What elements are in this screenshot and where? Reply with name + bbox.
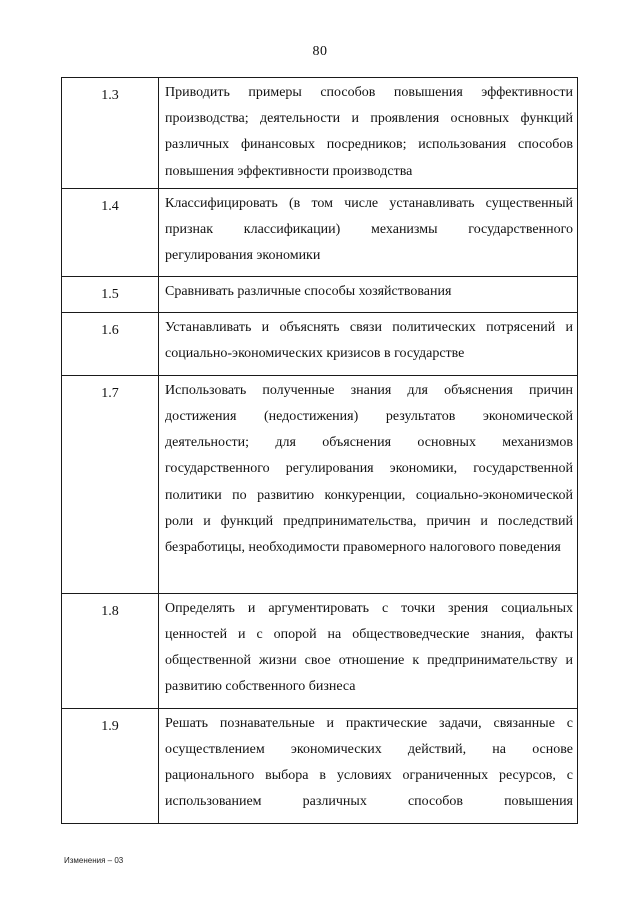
row-code: 1.3 [62,78,159,189]
row-code: 1.7 [62,375,159,593]
row-code: 1.8 [62,593,159,708]
table-row [62,312,578,375]
page-number: 80 [312,44,328,59]
table-row [62,375,578,593]
row-code: 1.4 [62,188,159,276]
row-text: Сравнивать различные способы хозяйствования [159,276,578,312]
table-row [62,188,578,276]
table-row [62,593,578,708]
table-row [62,708,578,823]
row-text: Определять и аргументировать с точки зрения социальных ценностей и с опорой на обществоведческие знания, факты общественной жизни свое отношение к предпринимательству и развитию собственного бизнеса [159,593,578,708]
row-text: Устанавливать и объяснять связи политических потрясений и социально-экономических кризисов в государстве [159,312,578,375]
row-text: Приводить примеры способов повышения эффективности производства; деятельности и проявления основных функций различных финансовых посредников; использования способов повышения эффективности производства [159,78,578,189]
row-code: 1.5 [62,276,159,312]
row-code: 1.9 [62,708,159,823]
requirements-table [61,77,578,824]
table-row [62,78,578,189]
row-code: 1.6 [62,312,159,375]
row-text: Решать познавательные и практические задачи, связанные с осуществлением экономических действий, на основе рационального выбора в условиях ограниченных ресурсов, с использованием различных способов повышения [159,708,578,823]
row-text: Классифицировать (в том числе устанавливать существенный признак классификации) механизмы государственного регулирования экономики [159,188,578,276]
table-row [62,276,578,312]
row-text: Использовать полученные знания для объяснения причин достижения (недостижения) результатов экономической деятельности; для объяснения основных механизмов государственного регулирования экономики, государственной политики по развитию конкуренции, социально-экономической роли и функций предпринимательства, причин и последствий безработицы, необходимости правомерного налогового поведения [159,375,578,593]
revision-note: Изменения – 03 [64,856,124,865]
